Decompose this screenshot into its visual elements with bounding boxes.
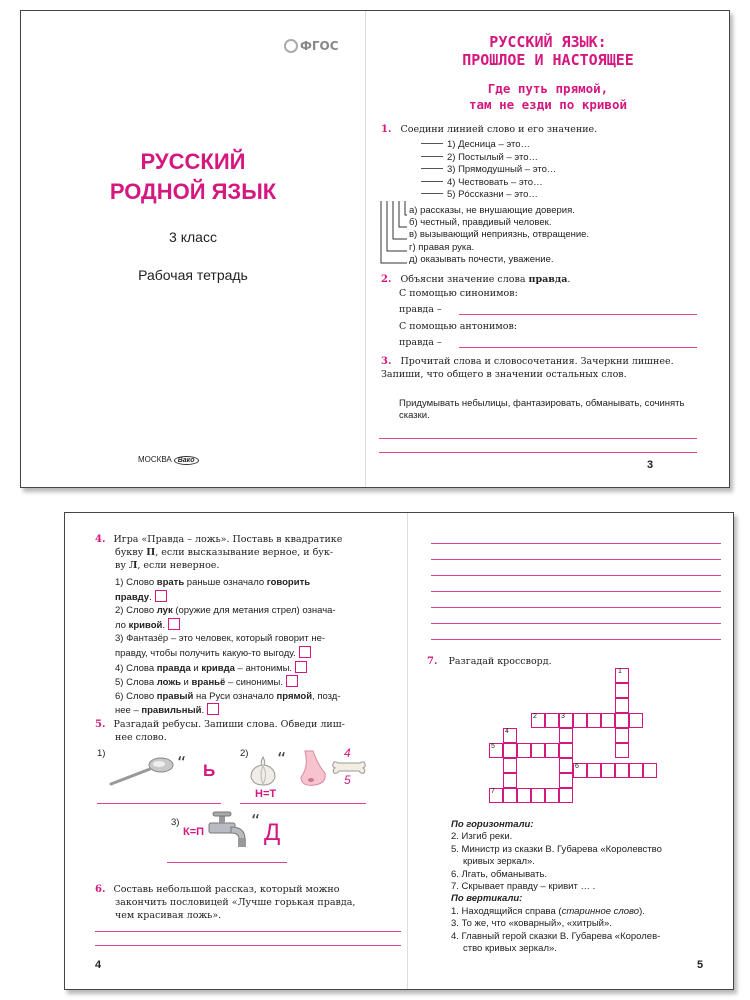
task2-number: 2.: [381, 274, 392, 285]
crossword-cell[interactable]: [629, 713, 643, 728]
task5-text-line2: нее слово.: [115, 732, 167, 743]
publisher-city: МОСКВА: [138, 455, 172, 464]
task4-intro-line3b: , если неверное.: [137, 560, 220, 571]
crossword-cell[interactable]: [559, 758, 573, 773]
task7-text: Разгадай кроссворд.: [448, 656, 552, 667]
stmt-text: и: [180, 677, 192, 689]
book-type-label: Рабочая тетрадь: [138, 267, 248, 283]
rebus1-label: 1): [97, 748, 106, 759]
stmt-bold: врать: [156, 577, 185, 588]
task5-text-line1: Разгадай ребусы. Запиши слова. Обведи лиш-: [113, 719, 345, 730]
answer-box[interactable]: [286, 675, 298, 687]
across-clue: 7. Скрывает правду – кривит … .: [451, 881, 596, 893]
crossword-cell[interactable]: [559, 728, 573, 743]
crossword-cell[interactable]: [615, 763, 629, 778]
crossword-cell[interactable]: [559, 773, 573, 788]
answer-box[interactable]: [299, 646, 311, 658]
task2-fill2-label: правда –: [399, 337, 442, 348]
stmt-bold: правый: [156, 690, 194, 702]
answer-box[interactable]: [168, 618, 180, 630]
crossword-number: 5: [491, 743, 495, 750]
task4-intro-line1: Игра «Правда – ложь». Поставь в квадратике: [113, 534, 343, 545]
rebus2-number-4: 4: [344, 746, 351, 760]
stmt-text: и: [190, 662, 202, 674]
task1-meanings: [409, 205, 589, 266]
task6-number: 6.: [95, 884, 106, 895]
page3-title: [375, 33, 721, 69]
publisher: [138, 455, 199, 465]
crossword-cell[interactable]: [587, 763, 601, 778]
task3-number: 3.: [381, 356, 392, 367]
answer-line[interactable]: [97, 803, 221, 804]
down-clue: ство кривых зеркал».: [463, 943, 557, 955]
stmt-bold: прямой: [276, 690, 313, 702]
crossword-cell[interactable]: [503, 758, 517, 773]
crossword-cell[interactable]: [545, 713, 559, 728]
page3-subtitle-line1: Где путь прямой,: [487, 81, 609, 96]
stmt-text: ло: [115, 619, 129, 631]
spine-divider: [407, 513, 408, 989]
stmt-text: раньше означало: [184, 577, 267, 588]
task4-statement-6: [115, 690, 405, 704]
crossword-cell[interactable]: [559, 743, 573, 758]
page-number-4: 4: [95, 959, 102, 971]
rebus2-number-5: 5: [344, 773, 351, 787]
across-clue: 5. Министр из сказки В. Губарева «Королевство: [451, 843, 662, 855]
rebus3-equation: К=П: [183, 826, 205, 838]
answer-line[interactable]: [379, 438, 697, 439]
answer-line[interactable]: [431, 575, 721, 576]
rebus3-quote: “: [251, 811, 261, 832]
task6-text-line2: закончить пословицей «Лучше горькая правда,: [115, 897, 356, 908]
task2-antonyms-label: С помощью антонимов:: [399, 321, 518, 332]
crossword-number: 4: [505, 728, 509, 735]
task4-statements: 1) Слово врать раньше означало говорить правду. 2) Слово лук (оружие для метания стрел) означа- ло кривой. 3) Фантазёр – это человек, который говорит не- правду, чтобы получить какую-то выгоду. 4) Слова правда и кривда – антонимы. 5) Слова ложь и враньё – синонимы. 6) Слово правый на Руси означало прямой, позд- нее – правильный.: [115, 576, 405, 718]
task7-number: 7.: [427, 656, 438, 667]
stmt-bold: кривой: [128, 619, 163, 631]
crossword-cell[interactable]: [615, 743, 629, 758]
stmt-text: 4) Слова: [115, 662, 157, 674]
crossword-number: 7: [491, 788, 495, 795]
answer-line[interactable]: [240, 803, 366, 804]
task5-heading: [95, 718, 405, 744]
task4-intro-line2b: , если высказывание верное, и бук-: [155, 547, 334, 558]
crossword-cell[interactable]: [531, 788, 545, 803]
task2-synonyms-label: С помощью синонимов:: [399, 288, 518, 299]
fgos-logo: [284, 39, 339, 53]
stmt-text: – синонимы.: [225, 677, 284, 689]
page3-subtitle-line2: там не езди по кривой: [468, 97, 628, 112]
task1-meaning: б) честный, правдивый человек.: [409, 217, 552, 229]
page3-title-line2: ПРОШЛОЕ И НАСТОЯЩЕЕ: [462, 51, 634, 69]
task4-statement-2: [115, 604, 405, 618]
crossword-cell[interactable]: [573, 713, 587, 728]
task4-letter-p: П: [146, 547, 156, 558]
crossword-cell[interactable]: [643, 763, 657, 778]
task1-meaning: г) правая рука.: [409, 241, 475, 253]
task4-statement-5: [115, 675, 405, 690]
task1-word-text: 1) Десница – это…: [447, 139, 531, 150]
nose-icon: [297, 749, 331, 789]
bone-icon: [332, 760, 366, 774]
stmt-text: 6) Слово: [115, 690, 157, 702]
stmt-text: правду, чтобы получить какую-то выгоду.: [115, 647, 296, 659]
task2-word: правда: [528, 274, 568, 285]
crossword-cell[interactable]: [503, 773, 517, 788]
spoon-icon: [107, 757, 175, 787]
rebus2-quote: “: [277, 749, 287, 770]
spread-page4-page5: [64, 512, 734, 990]
across-clue: 6. Лгать, обманывать.: [451, 868, 548, 880]
fgos-logo-text: ФГОС: [300, 39, 339, 53]
crossword-cell[interactable]: [531, 743, 545, 758]
crossword-grid: [485, 663, 665, 808]
task1-meaning: в) вызывающий неприязнь, отвращение.: [409, 229, 590, 241]
crossword-cell[interactable]: [615, 713, 629, 728]
stmt-text: (оружие для метания стрел) означа-: [172, 605, 336, 617]
across-clue: кривых зеркал».: [463, 856, 535, 868]
crossword-cell[interactable]: [629, 763, 643, 778]
task4-statement-4: [115, 661, 405, 676]
answer-box[interactable]: [295, 661, 307, 673]
answer-line[interactable]: [379, 452, 697, 453]
page-number-3: 3: [647, 459, 654, 471]
answer-line[interactable]: [431, 591, 721, 592]
rebus1-quote: “: [177, 753, 187, 774]
task4-intro: [95, 533, 405, 572]
task1-number: 1.: [381, 124, 392, 135]
down-clue-text: ).: [639, 905, 645, 917]
crossword-cell[interactable]: [601, 713, 615, 728]
down-title: По вертикали:: [451, 893, 523, 905]
stmt-text: 1) Слово: [115, 577, 157, 588]
task1-word-text: 2) Постылый – это…: [447, 151, 539, 163]
garlic-icon: [247, 755, 279, 787]
stmt-text: нее –: [115, 705, 142, 717]
task1-meaning: а) рассказы, не внушающие доверия.: [409, 205, 575, 216]
crossword-number: 3: [561, 713, 565, 720]
crossword-cell[interactable]: [503, 743, 517, 758]
task1-word: [421, 177, 556, 190]
answer-box[interactable]: [155, 590, 167, 602]
crossword-cell[interactable]: [601, 763, 615, 778]
task5-number: 5.: [95, 719, 106, 730]
task1-text: Соедини линией слово и его значение.: [400, 124, 598, 135]
down-clue: 3. То же, что «коварный», «хитрый».: [451, 918, 612, 930]
rebus3-letter: Д: [264, 819, 281, 846]
stmt-bold: ложь: [156, 677, 181, 689]
page3-subtitle: [375, 81, 721, 113]
stmt-text: , позд-: [312, 690, 341, 702]
answer-line[interactable]: [167, 862, 287, 863]
answer-line[interactable]: [431, 639, 721, 640]
stmt-bold: правда: [156, 662, 191, 674]
stmt-text: 5) Слова: [115, 677, 157, 689]
rebus2-label: 2): [240, 748, 249, 759]
cover-title-line2: РОДНОЙ ЯЗЫК: [109, 179, 277, 204]
down-clue: [451, 906, 731, 918]
crossword-number: 2: [533, 713, 537, 720]
answer-line[interactable]: [95, 931, 401, 932]
crossword-cell[interactable]: [545, 788, 559, 803]
stmt-text: на Руси означало: [193, 690, 277, 702]
task1-heading: [381, 123, 597, 136]
crossword-clues: [451, 819, 731, 955]
task3-text: Прочитай слова и словосочетания. Зачеркни лишнее. Запиши, что общего в значении остальных слов.: [381, 356, 674, 380]
grade-label: 3 класс: [169, 229, 217, 245]
task1-words: [421, 139, 556, 202]
task1-word-text: 3) Прямодушный – это…: [447, 164, 557, 176]
task4-intro-line2a: букву: [115, 547, 147, 558]
task2-heading: [381, 273, 570, 286]
task2-text: Объясни значение слова: [400, 274, 529, 285]
task4-statement-1: [115, 576, 405, 590]
spine-divider: [365, 11, 366, 487]
task1-meaning: д) оказывать почести, уважение.: [409, 253, 554, 265]
spread-cover-page3: [20, 10, 730, 488]
cover-title: [21, 147, 365, 207]
answer-line[interactable]: [431, 623, 721, 624]
answer-line[interactable]: [459, 314, 697, 315]
task4-letter-l: Л: [128, 560, 138, 571]
task3-words: Придумывать небылицы, фантазировать, обманывать, сочинять сказки.: [399, 398, 685, 421]
down-clue: 4. Главный герой сказки В. Губарева «Королев-: [451, 930, 661, 942]
stmt-bold: враньё: [191, 677, 226, 689]
crossword-cell[interactable]: [615, 728, 629, 743]
crossword-cell[interactable]: [545, 743, 559, 758]
crossword-cell[interactable]: [517, 788, 531, 803]
answer-box[interactable]: [207, 703, 219, 715]
down-clue-text: 1. Находящийся справа (: [451, 905, 562, 917]
answer-line[interactable]: [431, 607, 721, 608]
task1-word: [421, 139, 556, 152]
rebus1-letter: Ь: [203, 761, 216, 780]
crossword-cell[interactable]: [517, 743, 531, 758]
task4-statement-3: 3) Фантазёр – это человек, который говорит не-: [115, 633, 326, 645]
publisher-logo: Вако: [174, 456, 199, 465]
task6-text: [95, 883, 405, 922]
down-clue-italic: старинное слово: [561, 905, 640, 917]
rebus3-label: 3): [171, 817, 180, 828]
answer-line[interactable]: [431, 543, 721, 544]
across-title: По горизонтали:: [451, 819, 534, 830]
stmt-bold: правду: [115, 591, 150, 603]
task1-word: [421, 164, 556, 177]
crossword-cell[interactable]: [559, 788, 573, 803]
crossword-cell[interactable]: [615, 698, 629, 713]
answer-line[interactable]: [459, 347, 697, 348]
task1-word-text: 4) Чествовать – это…: [447, 176, 543, 188]
task4-number: 4.: [95, 534, 106, 545]
page-number-5: 5: [697, 959, 704, 971]
task1-word: [421, 189, 556, 202]
faucet-icon: [205, 811, 251, 851]
answer-line[interactable]: [95, 945, 401, 946]
crossword-cell[interactable]: [615, 683, 629, 698]
crossword-cell[interactable]: [587, 713, 601, 728]
task6-text-line3: чем красивая ложь».: [115, 910, 222, 921]
task1-word-text: 5) Рóссказни – это…: [447, 189, 538, 201]
task3-heading: [381, 355, 701, 381]
task2-text-suffix: .: [567, 274, 571, 285]
stmt-bold: говорить: [266, 577, 311, 588]
stmt-text: – антонимы.: [234, 662, 293, 674]
answer-line[interactable]: [431, 559, 721, 560]
stmt-bold: правильный: [141, 705, 202, 717]
crossword-number: 1: [618, 668, 622, 675]
rebus2-equation: Н=Т: [255, 788, 277, 800]
fgos-ring-icon: [284, 39, 298, 53]
task1-word: [421, 152, 556, 165]
task2-fill1-label: правда –: [399, 304, 442, 315]
stmt-bold: кривда: [201, 662, 235, 674]
cover-title-line1: РУССКИЙ: [140, 149, 246, 174]
stmt-bold: лук: [156, 605, 173, 617]
page3-title-line1: РУССКИЙ ЯЗЫК:: [489, 33, 607, 51]
crossword-cell[interactable]: [503, 788, 517, 803]
task4-intro-line3a: ву: [115, 560, 129, 571]
task6-text-line1: Составь небольшой рассказ, который можно: [113, 884, 340, 895]
crossword-number: 6: [575, 763, 579, 770]
across-clue: 2. Изгиб реки.: [451, 831, 513, 843]
stmt-text: 2) Слово: [115, 605, 157, 617]
